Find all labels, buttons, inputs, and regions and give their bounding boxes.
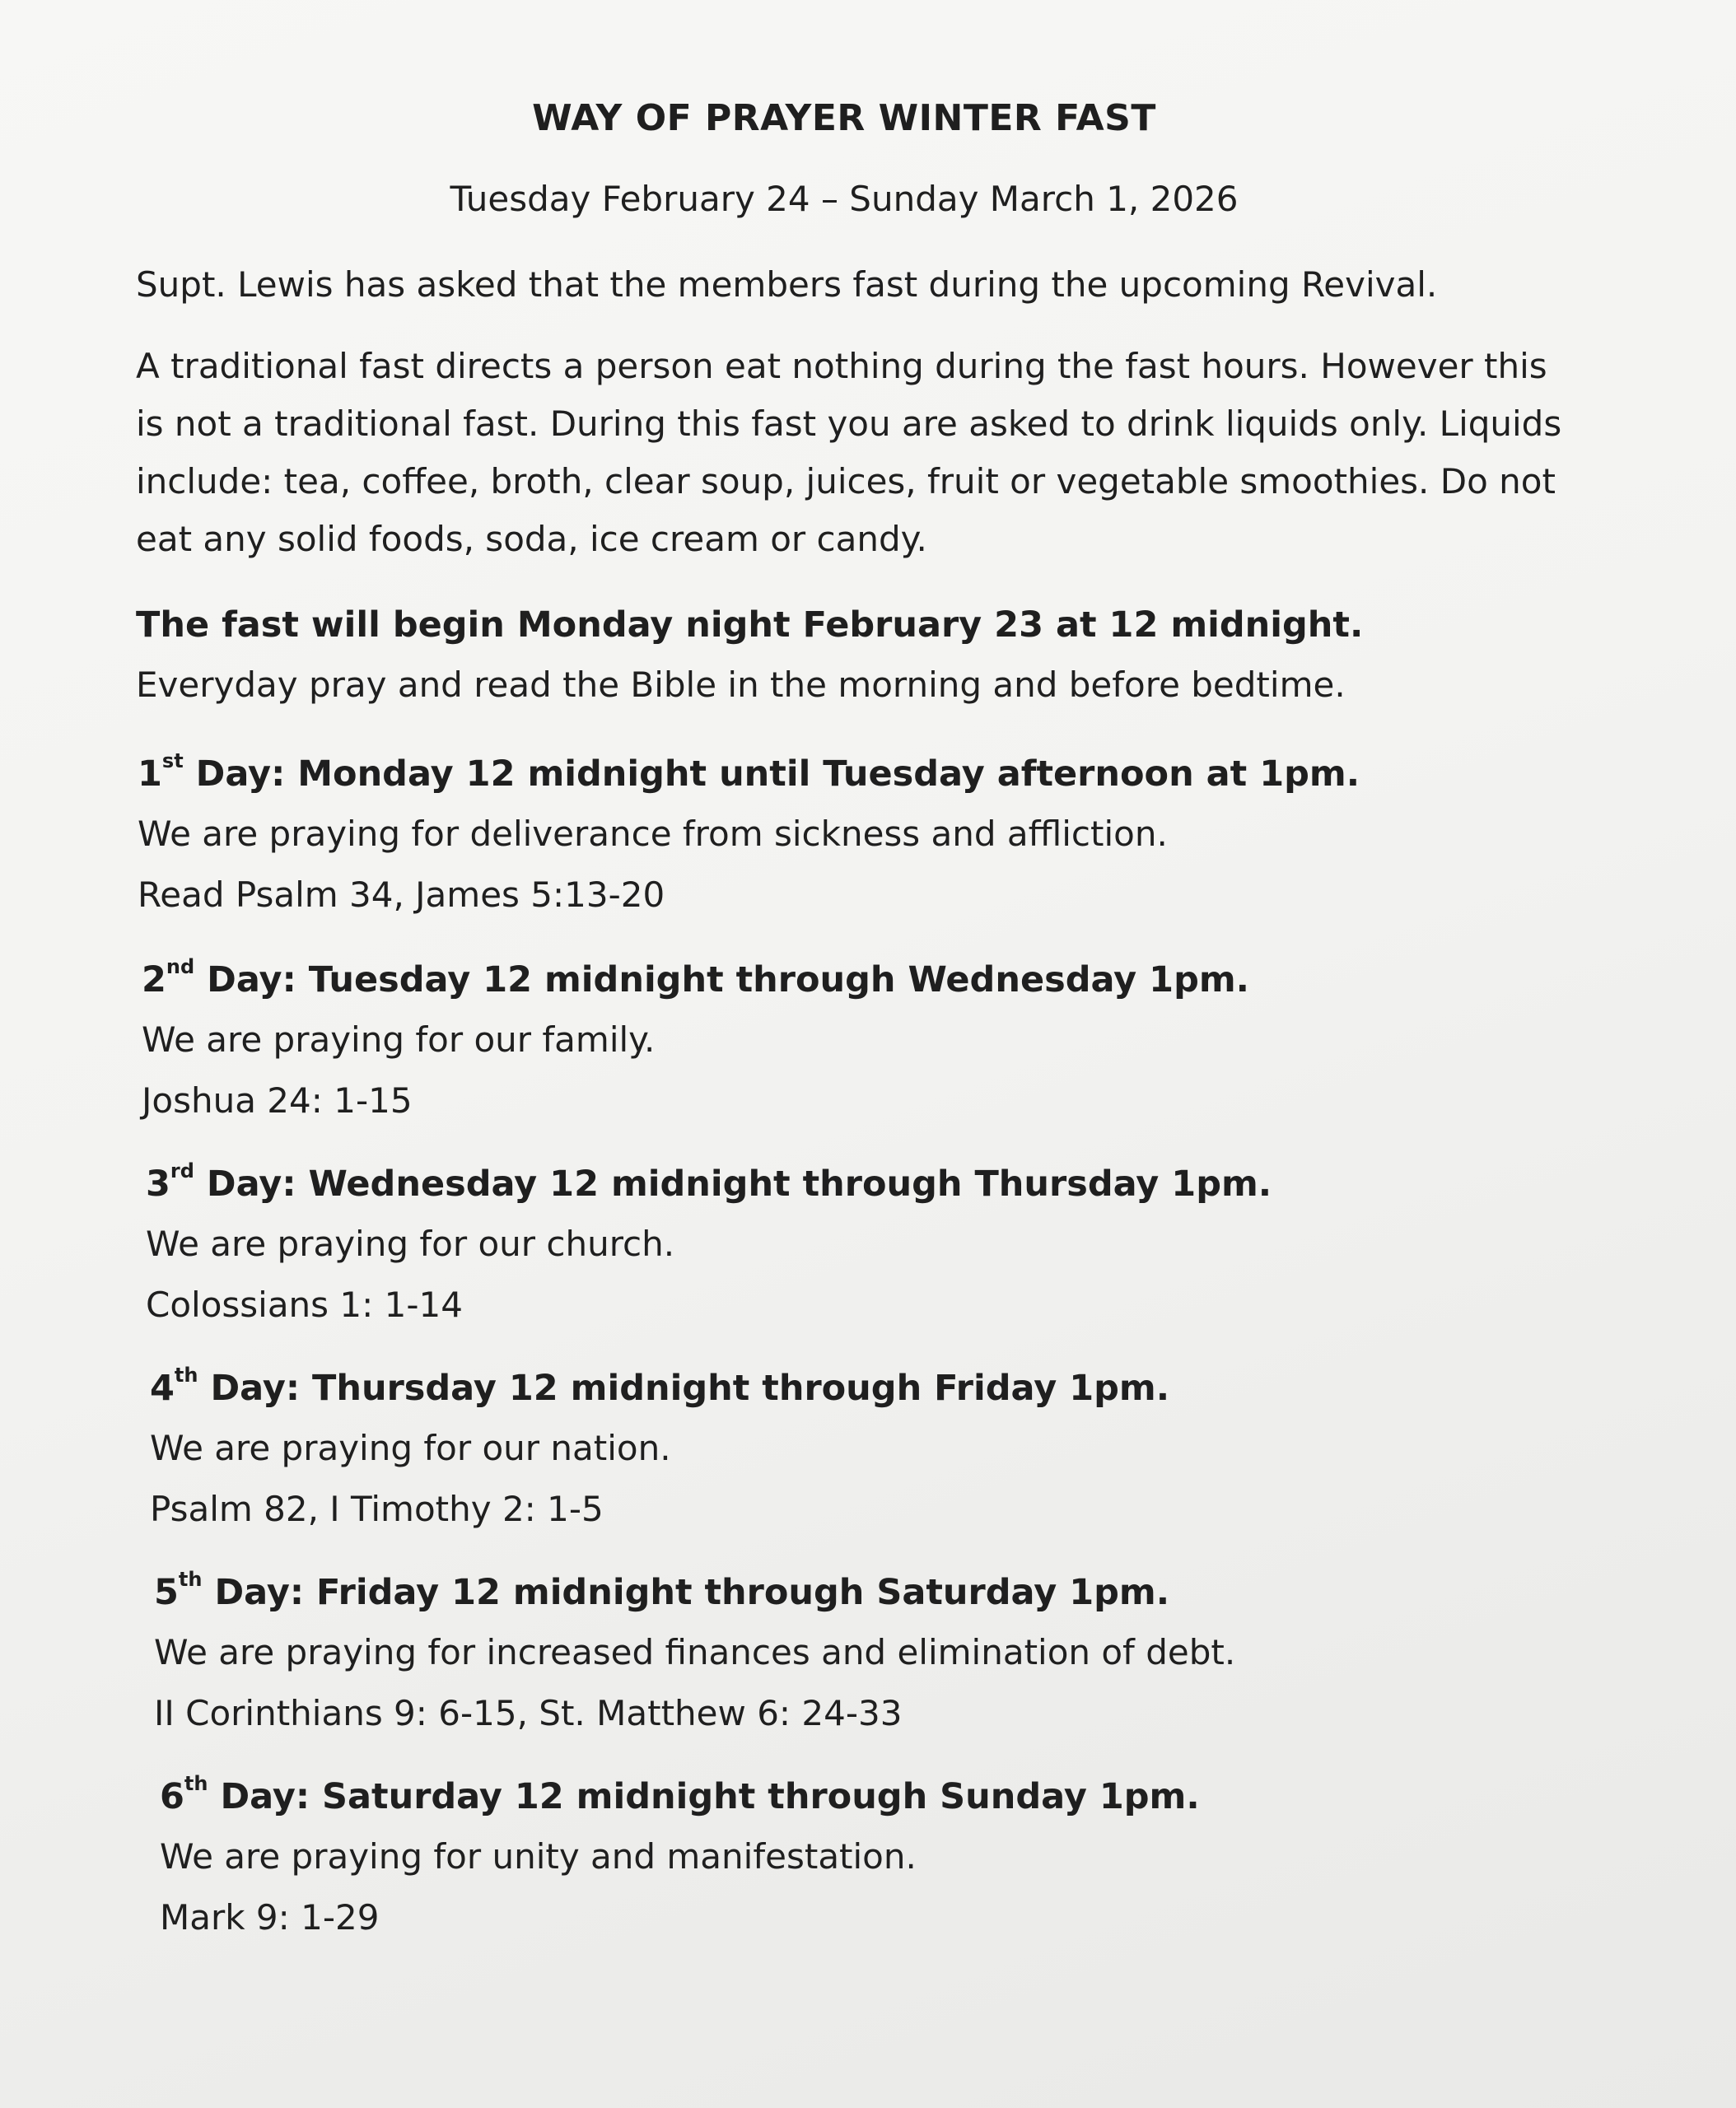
- day-3-ordinal-suffix: rd: [170, 1159, 194, 1182]
- day-3-prayer: We are praying for our church.: [146, 1224, 675, 1264]
- day-4-ordinal-suffix: th: [174, 1364, 198, 1387]
- fast-dates: Tuesday February 24 – Sunday March 1, 2026: [450, 179, 1239, 219]
- day-6-number: 6: [160, 1776, 184, 1817]
- day-5-section: [154, 1563, 1554, 1744]
- day-2-heading-text: Day: Tuesday 12 midnight through Wednesday 1pm.: [194, 959, 1250, 1000]
- day-6-section: [160, 1767, 1560, 1948]
- day-4-number: 4: [150, 1368, 175, 1409]
- day-5-ordinal-suffix: th: [178, 1568, 203, 1591]
- day-4-section: [150, 1359, 1550, 1540]
- day-3-reading: Colossians 1: 1-14: [146, 1285, 463, 1325]
- day-2-prayer: We are praying for our family.: [142, 1019, 656, 1060]
- day-3-heading: [146, 1154, 1546, 1214]
- day-1-ordinal-suffix: st: [161, 749, 184, 772]
- day-5-prayer: We are praying for increased finances and elimination of debt.: [154, 1632, 1236, 1672]
- day-4-heading-text: Day: Thursday 12 midnight through Friday 1pm.: [198, 1368, 1170, 1409]
- day-6-prayer: We are praying for unity and manifestation.: [160, 1836, 917, 1877]
- day-2-number: 2: [142, 959, 166, 1000]
- day-1-section: [138, 744, 1538, 926]
- day-2-heading: [142, 950, 1542, 1010]
- day-3-section: [146, 1154, 1546, 1336]
- day-3-number: 3: [146, 1164, 170, 1205]
- day-1-number: 1: [138, 753, 162, 795]
- document-title: WAY OF PRAYER WINTER FAST: [532, 97, 1156, 139]
- day-1-heading-text: Day: Monday 12 midnight until Tuesday afternoon at 1pm.: [183, 753, 1360, 795]
- day-5-heading: [154, 1563, 1554, 1622]
- day-1-prayer: We are praying for deliverance from sickness and affliction.: [138, 814, 1168, 854]
- intro-paragraph: Supt. Lewis has asked that the members fast during the upcoming Revival.: [136, 264, 1438, 305]
- fast-begin-notice: The fast will begin Monday night February 23 at 12 midnight.: [136, 604, 1364, 646]
- day-4-heading: [150, 1359, 1550, 1418]
- day-5-reading: II Corinthians 9: 6-15, St. Matthew 6: 24-33: [154, 1693, 903, 1733]
- day-6-heading: [160, 1767, 1560, 1826]
- day-2-section: [142, 950, 1542, 1131]
- day-3-heading-text: Day: Wednesday 12 midnight through Thursday 1pm.: [194, 1164, 1272, 1205]
- day-4-prayer: We are praying for our nation.: [150, 1428, 671, 1468]
- day-2-ordinal-suffix: nd: [166, 955, 195, 978]
- day-6-ordinal-suffix: th: [184, 1772, 208, 1795]
- day-5-number: 5: [154, 1572, 179, 1613]
- day-1-heading: [138, 744, 1538, 804]
- fast-description: A traditional fast directs a person eat nothing during the fast hours. However this is not a traditional fast. During this fast you are asked to drink liquids only. Liquids include: tea, coffee, broth, clear soup, juices, fruit or vegetable smoothies. Do not eat any solid foods, soda, ice cream or candy.: [136, 346, 1562, 559]
- day-6-heading-text: Day: Saturday 12 midnight through Sunday 1pm.: [208, 1776, 1200, 1817]
- day-5-heading-text: Day: Friday 12 midnight through Saturday 1pm.: [202, 1572, 1170, 1613]
- daily-instruction: Everyday pray and read the Bible in the morning and before bedtime.: [136, 665, 1346, 705]
- day-6-reading: Mark 9: 1-29: [160, 1897, 380, 1938]
- day-2-reading: Joshua 24: 1-15: [142, 1080, 413, 1121]
- day-4-reading: Psalm 82, I Timothy 2: 1-5: [150, 1489, 604, 1529]
- day-1-reading: Read Psalm 34, James 5:13-20: [138, 874, 665, 915]
